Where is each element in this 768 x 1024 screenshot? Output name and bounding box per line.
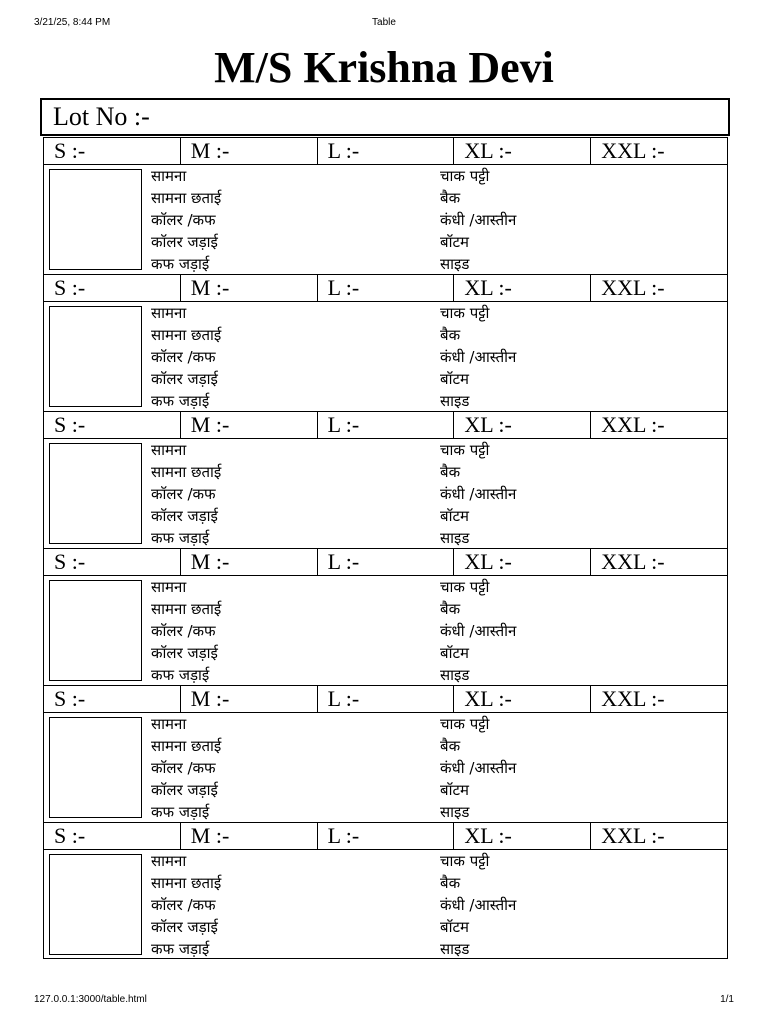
operation-label: कॉलर जड़ाई — [151, 918, 218, 936]
size-cell-l: L :- — [317, 549, 454, 575]
operation-label: बैक — [440, 737, 461, 755]
operation-label: कॉलर /कफ — [151, 485, 216, 503]
operations-list-left — [151, 713, 221, 823]
size-cell-xxl: XXL :- — [590, 412, 727, 438]
size-block — [43, 274, 728, 411]
size-cell-l: L :- — [317, 275, 454, 301]
operations-list-right — [440, 302, 516, 412]
size-cell-l: L :- — [317, 138, 454, 164]
operation-label: सामना छताई — [151, 874, 222, 892]
operation-label: कंधी /आस्तीन — [440, 759, 517, 777]
size-cell-xl: XL :- — [453, 138, 590, 164]
operations-list-left — [151, 302, 221, 412]
document-title: M/S Krishna Devi — [214, 43, 554, 92]
operation-label: सामना — [151, 715, 187, 733]
size-block — [43, 548, 728, 685]
operation-label: साइड — [440, 666, 470, 684]
garment-photo-box — [49, 854, 142, 955]
operation-label: कफ जड़ाई — [151, 392, 210, 410]
operation-label: बैक — [440, 600, 461, 618]
operation-label: बॉटम — [440, 781, 469, 799]
operation-label: कफ जड़ाई — [151, 940, 210, 958]
size-cell-xl: XL :- — [453, 549, 590, 575]
operations-row — [43, 164, 728, 274]
operation-label: बैक — [440, 463, 461, 481]
operation-label: सामना — [151, 441, 187, 459]
operation-label: साइड — [440, 392, 470, 410]
operation-label: कफ जड़ाई — [151, 529, 210, 547]
operation-label: चाक पट्टी — [440, 167, 490, 185]
operation-label: कॉलर /कफ — [151, 896, 216, 914]
size-cell-s: S :- — [54, 275, 86, 300]
operation-label: चाक पट्टी — [440, 304, 490, 322]
operation-label: कंधी /आस्तीन — [440, 622, 517, 640]
operation-label: कॉलर जड़ाई — [151, 781, 218, 799]
operations-list-right — [440, 439, 516, 549]
size-cell-m: M :- — [180, 275, 317, 301]
operation-label: बैक — [440, 326, 461, 344]
size-cell-m: M :- — [180, 686, 317, 712]
operation-label: कफ जड़ाई — [151, 803, 210, 821]
size-row — [43, 548, 728, 575]
operation-label: सामना छताई — [151, 600, 222, 618]
print-date: 3/21/25, 8:44 PM — [34, 17, 111, 28]
garment-photo-box — [49, 580, 142, 681]
size-row — [43, 822, 728, 849]
operations-list-left — [151, 439, 221, 549]
size-cell-l: L :- — [317, 686, 454, 712]
operation-label: सामना — [151, 852, 187, 870]
size-cell-xl: XL :- — [453, 275, 590, 301]
operation-label: कफ जड़ाई — [151, 666, 210, 684]
operation-label: चाक पट्टी — [440, 715, 490, 733]
size-cell-s: S :- — [54, 412, 86, 437]
operation-label: कॉलर /कफ — [151, 622, 216, 640]
page-count: 1/1 — [720, 994, 734, 1005]
size-cell-s: S :- — [54, 549, 86, 574]
operations-row — [43, 301, 728, 411]
size-cell-l: L :- — [317, 412, 454, 438]
operation-label: बैक — [440, 874, 461, 892]
operations-list-right — [440, 576, 516, 686]
operation-label: साइड — [440, 255, 470, 273]
operation-label: सामना — [151, 578, 187, 596]
operation-label: कंधी /आस्तीन — [440, 485, 517, 503]
print-page-title: Table — [372, 17, 396, 28]
operation-label: कॉलर जड़ाई — [151, 507, 218, 525]
size-cell-m: M :- — [180, 412, 317, 438]
operations-list-right — [440, 850, 516, 960]
operations-list-left — [151, 576, 221, 686]
size-cell-xxl: XXL :- — [590, 138, 727, 164]
operations-list-right — [440, 713, 516, 823]
operation-label: साइड — [440, 940, 470, 958]
size-row — [43, 685, 728, 712]
operation-label: सामना छताई — [151, 326, 222, 344]
size-block — [43, 685, 728, 822]
lot-number-field — [40, 98, 730, 136]
operation-label: चाक पट्टी — [440, 441, 490, 459]
print-header — [34, 17, 734, 31]
print-url: 127.0.0.1:3000/table.html — [34, 994, 147, 1005]
operation-label: सामना छताई — [151, 189, 222, 207]
operations-list-left — [151, 850, 221, 960]
operation-label: बैक — [440, 189, 461, 207]
size-cell-xxl: XXL :- — [590, 823, 727, 849]
size-cell-m: M :- — [180, 823, 317, 849]
operation-label: कॉलर /कफ — [151, 211, 216, 229]
size-cell-xxl: XXL :- — [590, 549, 727, 575]
operation-label: कंधी /आस्तीन — [440, 348, 517, 366]
size-cell-l: L :- — [317, 823, 454, 849]
size-cell-xl: XL :- — [453, 412, 590, 438]
operation-label: कंधी /आस्तीन — [440, 896, 517, 914]
size-cell-xxl: XXL :- — [590, 275, 727, 301]
size-cell-xl: XL :- — [453, 686, 590, 712]
size-cell-m: M :- — [180, 138, 317, 164]
size-cell-s: S :- — [54, 823, 86, 848]
operation-label: कॉलर जड़ाई — [151, 370, 218, 388]
operation-label: बॉटम — [440, 644, 469, 662]
operation-label: सामना — [151, 167, 187, 185]
operations-row — [43, 575, 728, 685]
size-block — [43, 411, 728, 548]
size-row — [43, 137, 728, 164]
operation-label: कॉलर /कफ — [151, 759, 216, 777]
operation-label: कंधी /आस्तीन — [440, 211, 517, 229]
operation-label: बॉटम — [440, 233, 469, 251]
garment-photo-box — [49, 306, 142, 407]
size-row — [43, 274, 728, 301]
operation-label: कॉलर जड़ाई — [151, 233, 218, 251]
size-row — [43, 411, 728, 438]
operation-label: बॉटम — [440, 918, 469, 936]
operation-label: सामना — [151, 304, 187, 322]
operations-row — [43, 438, 728, 548]
operations-list-right — [440, 165, 516, 275]
print-footer — [34, 994, 734, 1008]
operation-label: कॉलर जड़ाई — [151, 644, 218, 662]
lot-number-label: Lot No :- — [53, 102, 150, 131]
size-cell-s: S :- — [54, 686, 86, 711]
operation-label: सामना छताई — [151, 737, 222, 755]
operation-label: कॉलर /कफ — [151, 348, 216, 366]
garment-photo-box — [49, 443, 142, 544]
operations-row — [43, 849, 728, 959]
size-cell-s: S :- — [54, 138, 86, 163]
operations-row — [43, 712, 728, 822]
operation-label: बॉटम — [440, 370, 469, 388]
garment-photo-box — [49, 717, 142, 818]
operation-label: साइड — [440, 529, 470, 547]
size-cell-xl: XL :- — [453, 823, 590, 849]
operation-label: चाक पट्टी — [440, 578, 490, 596]
size-block — [43, 822, 728, 959]
operation-label: कफ जड़ाई — [151, 255, 210, 273]
operation-label: साइड — [440, 803, 470, 821]
size-cell-m: M :- — [180, 549, 317, 575]
operation-label: सामना छताई — [151, 463, 222, 481]
size-cell-xxl: XXL :- — [590, 686, 727, 712]
operations-list-left — [151, 165, 221, 275]
garment-photo-box — [49, 169, 142, 270]
production-sheet — [43, 137, 728, 959]
size-block — [43, 137, 728, 274]
operation-label: चाक पट्टी — [440, 852, 490, 870]
operation-label: बॉटम — [440, 507, 469, 525]
